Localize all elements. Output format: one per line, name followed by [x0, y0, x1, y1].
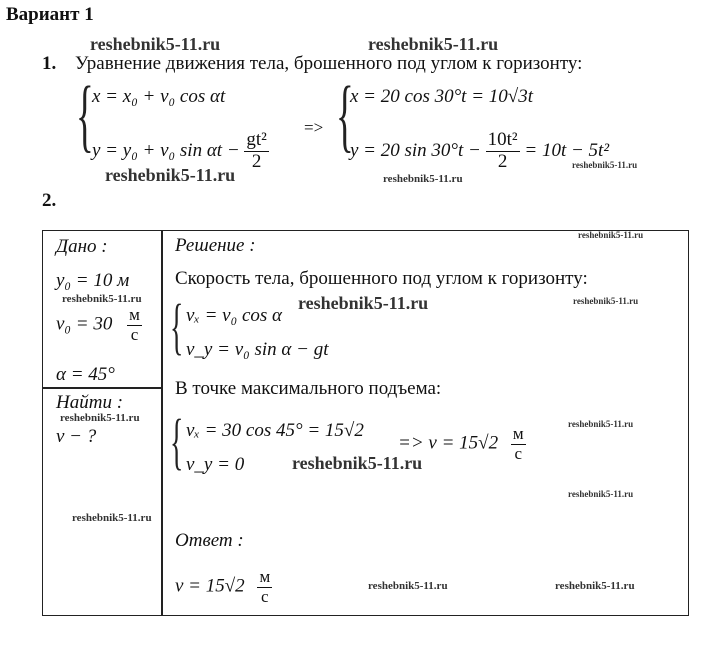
equation: x = x₀ + v₀ cos αt — [92, 86, 226, 107]
equation: vₓ = v₀ cos α — [186, 305, 282, 326]
watermark: reshebnik5-11.ru — [573, 296, 639, 306]
equation-text: y = y₀ + v₀ sin αt − — [92, 139, 240, 161]
equation: v_y = v₀ sin α − gt — [186, 339, 329, 360]
given-value: α = 45° — [56, 364, 115, 385]
task2-number: 2. — [42, 190, 57, 211]
given-label: Дано : — [56, 236, 108, 257]
fraction — [257, 568, 272, 606]
equation-text: = 10t − 5t² — [524, 139, 610, 161]
given-value — [56, 306, 142, 344]
fraction — [127, 306, 142, 344]
watermark: reshebnik5-11.ru — [568, 489, 634, 499]
equation: vₓ = 30 cos 45° = 15√2 — [186, 420, 364, 441]
fraction-denominator: с — [514, 443, 522, 463]
watermark: reshebnik5-11.ru — [90, 34, 221, 54]
fraction-numerator: м — [129, 305, 140, 324]
watermark: reshebnik5-11.ru — [568, 419, 634, 429]
fraction-denominator: с — [261, 586, 269, 606]
fraction-numerator: gt² — [246, 129, 267, 150]
watermark: reshebnik5-11.ru — [298, 293, 429, 313]
table-divider-vertical — [161, 230, 163, 616]
fraction-denominator: 2 — [497, 150, 508, 172]
fraction-numerator: м — [512, 424, 524, 443]
watermark: reshebnik5-11.ru — [292, 453, 423, 473]
watermark: reshebnik5-11.ru — [572, 160, 638, 170]
watermark: reshebnik5-11.ru — [368, 580, 448, 592]
fraction-numerator: м — [259, 567, 271, 586]
system-brace: { — [170, 408, 184, 476]
result-equation — [398, 425, 526, 463]
page-heading: Вариант 1 — [6, 4, 94, 25]
watermark: reshebnik5-11.ru — [62, 293, 142, 305]
solution-text: Скорость тела, брошенного под углом к горизонту: — [175, 268, 588, 289]
equation: x = 20 cos 30°t = 10√3t — [350, 86, 533, 107]
watermark: reshebnik5-11.ru — [383, 173, 463, 185]
table-divider-horizontal — [42, 387, 162, 389]
solution-label: Решение : — [175, 235, 256, 256]
equation — [92, 130, 269, 173]
system-brace: { — [76, 69, 94, 160]
watermark: reshebnik5-11.ru — [60, 412, 140, 424]
answer-label: Ответ : — [175, 530, 244, 551]
task1-number: 1. — [42, 53, 57, 74]
answer-value — [175, 568, 272, 606]
fraction-denominator: с — [130, 324, 139, 344]
fraction — [511, 425, 526, 463]
fraction — [486, 130, 520, 173]
equation — [350, 130, 609, 173]
system-brace: { — [170, 293, 184, 361]
given-value: y₀ = 10 м — [56, 270, 130, 291]
find-value: v − ? — [56, 426, 97, 447]
task1-title: Уравнение движения тела, брошенного под углом к горизонту: — [75, 53, 583, 74]
solution-text: В точке максимального подъема: — [175, 378, 442, 399]
fraction-numerator: 10t² — [487, 129, 518, 150]
system-brace: { — [336, 69, 354, 160]
answer-text: v = 15√2 — [175, 575, 245, 597]
watermark: reshebnik5-11.ru — [72, 512, 152, 524]
equation-text: y = 20 sin 30°t − — [350, 139, 481, 161]
result-text: => v = 15√2 — [398, 432, 499, 454]
watermark: reshebnik5-11.ru — [578, 230, 644, 240]
fraction-denominator: 2 — [251, 150, 262, 172]
find-label: Найти : — [56, 392, 124, 413]
equation: v_y = 0 — [186, 454, 245, 475]
implication-arrow: => — [304, 118, 324, 137]
watermark: reshebnik5-11.ru — [555, 580, 635, 592]
watermark: reshebnik5-11.ru — [105, 165, 236, 185]
watermark: reshebnik5-11.ru — [368, 34, 499, 54]
given-text: v₀ = 30 — [56, 313, 113, 335]
fraction — [244, 130, 268, 173]
